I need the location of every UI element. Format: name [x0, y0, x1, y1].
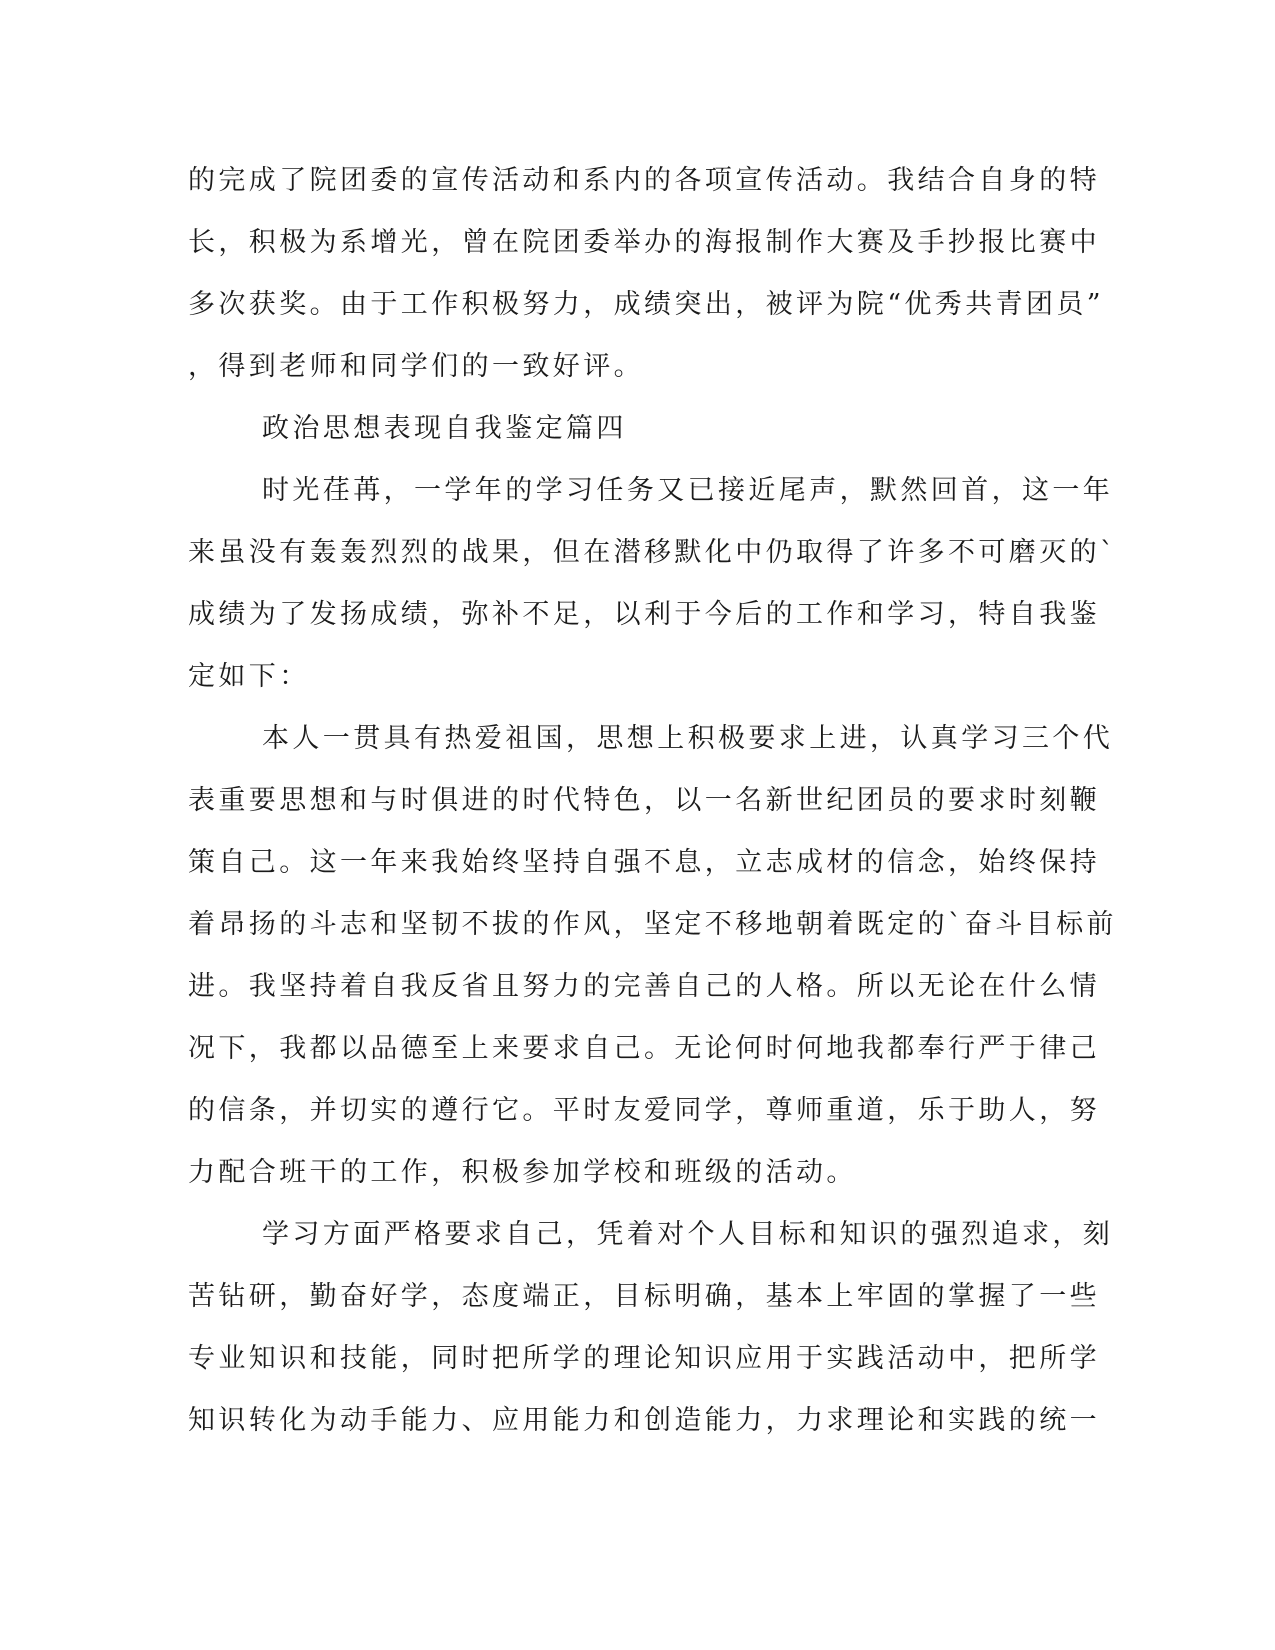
section-heading: 政治思想表现自我鉴定篇四 [262, 413, 627, 444]
paragraph-ideology [188, 708, 1117, 1204]
text-line: 本人一贯具有热爱祖国，思想上积极要求上进，认真学习三个代 [262, 723, 1114, 754]
text-line: 表重要思想和与时俱进的时代特色，以一名新世纪团员的要求时刻鞭 [188, 785, 1100, 816]
text-line: 定如下： [188, 661, 310, 692]
text-line: 况下，我都以品德至上来要求自己。无论何时何地我都奉行严于律己 [188, 1033, 1100, 1064]
paragraph-intro [188, 460, 1117, 708]
paragraph-continued [188, 150, 1105, 398]
text-line: 的完成了院团委的宣传活动和系内的各项宣传活动。我结合自身的特 [188, 165, 1100, 196]
text-line: 策自己。这一年来我始终坚持自强不息，立志成材的信念，始终保持 [188, 847, 1100, 878]
text-line: 的信条，并切实的遵行它。平时友爱同学，尊师重道，乐于助人，努 [188, 1095, 1100, 1126]
paragraph-study [188, 1204, 1114, 1452]
text-line: 来虽没有轰轰烈烈的战果，但在潜移默化中仍取得了许多不可磨灭的` [188, 537, 1117, 568]
text-line: 着昂扬的斗志和坚韧不拔的作风，坚定不移地朝着既定的`奋斗目标前 [188, 909, 1117, 940]
text-line: 多次获奖。由于工作积极努力，成绩突出，被评为院“优秀共青团员” [188, 289, 1105, 320]
text-line: 时光荏苒，一学年的学习任务又已接近尾声，默然回首，这一年 [262, 475, 1114, 506]
text-line: 专业知识和技能，同时把所学的理论知识应用于实践活动中，把所学 [188, 1343, 1100, 1374]
section-heading-wrapper [188, 398, 1088, 460]
text-line: 知识转化为动手能力、应用能力和创造能力，力求理论和实践的统一 [188, 1405, 1100, 1436]
text-line: 学习方面严格要求自己，凭着对个人目标和知识的强烈追求，刻 [262, 1219, 1114, 1250]
document-page [188, 150, 1117, 1452]
text-line: 成绩为了发扬成绩，弥补不足，以利于今后的工作和学习，特自我鉴 [188, 599, 1100, 630]
text-line: 长，积极为系增光，曾在院团委举办的海报制作大赛及手抄报比赛中 [188, 227, 1100, 258]
text-line: 苦钻研，勤奋好学，态度端正，目标明确，基本上牢固的掌握了一些 [188, 1281, 1100, 1312]
text-line: 力配合班干的工作，积极参加学校和班级的活动。 [188, 1157, 857, 1188]
text-line: ，得到老师和同学们的一致好评。 [188, 351, 644, 382]
text-line: 进。我坚持着自我反省且努力的完善自己的人格。所以无论在什么情 [188, 971, 1100, 1002]
